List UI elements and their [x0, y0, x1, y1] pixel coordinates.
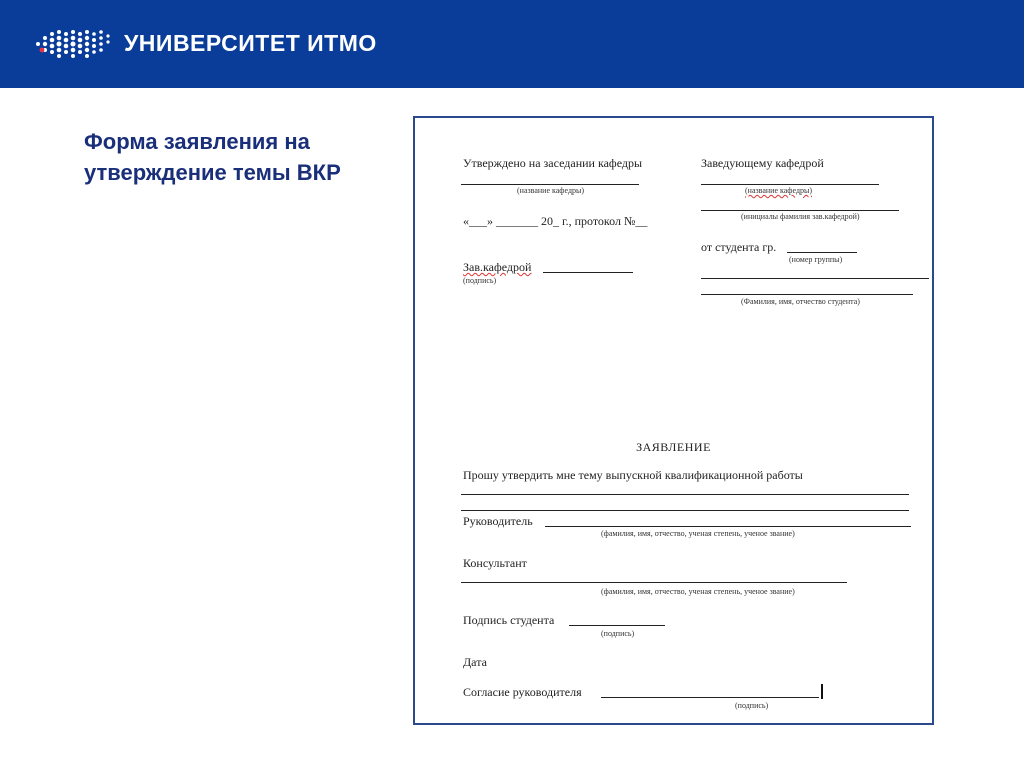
topic-line-2	[461, 510, 909, 511]
protocol-date-line: «___» _______ 20_ г., протокол №__	[463, 214, 648, 228]
initials-caption: (инициалы фамилия зав.кафедрой)	[741, 212, 860, 221]
consultant-line	[461, 582, 847, 583]
student-name-line-1	[701, 278, 929, 279]
initials-line	[701, 210, 899, 211]
dept-caption: (название кафедры)	[517, 186, 585, 195]
date-label: Дата	[463, 655, 487, 669]
application-form	[413, 116, 934, 725]
brand-name: УНИВЕРСИТЕТ ИТМО	[124, 30, 377, 56]
supervisor-caption: (фамилия, имя, отчество, ученая степень, ученое звание)	[601, 529, 795, 538]
request-text: Прошу утвердить мне тему выпускной квалификационной работы	[463, 468, 803, 482]
approved-label: Утверждено на заседании кафедры	[463, 156, 643, 170]
consent-caption: (подпись)	[735, 701, 769, 710]
dept-line	[461, 184, 639, 185]
student-sign-line	[569, 625, 665, 626]
student-sign-label: Подпись студента	[463, 613, 555, 627]
head-sign-line	[543, 272, 633, 273]
group-caption: (номер группы)	[789, 255, 843, 264]
group-line	[787, 252, 857, 253]
head-label-text: Зав.кафедрой	[463, 260, 532, 274]
consent-label: Согласие руководителя	[463, 685, 582, 699]
to-dept-caption: (название кафедры)	[745, 186, 813, 195]
supervisor-label: Руководитель	[463, 514, 533, 528]
to-dept-line	[701, 184, 879, 185]
topic-line-1	[461, 494, 909, 495]
consultant-label: Консультант	[463, 556, 527, 570]
consultant-caption: (фамилия, имя, отчество, ученая степень, ученое звание)	[601, 587, 795, 596]
text-cursor	[821, 684, 823, 699]
head-sign-caption: (подпись)	[463, 276, 497, 285]
student-name-line-2	[701, 294, 913, 295]
itmo-logo-icon	[34, 24, 114, 64]
student-name-caption: (Фамилия, имя, отчество студента)	[741, 297, 860, 306]
statement-title: ЗАЯВЛЕНИЕ	[636, 440, 711, 454]
header-bar	[0, 0, 1024, 88]
slide-title: Форма заявления на утверждение темы ВКР	[84, 129, 341, 185]
head-label	[463, 260, 531, 275]
to-head-label: Заведующему кафедрой	[701, 156, 824, 170]
student-sign-caption: (подпись)	[601, 629, 635, 638]
from-student-label: от студента гр.	[701, 240, 777, 254]
consent-line	[601, 697, 819, 698]
supervisor-line	[545, 526, 911, 527]
